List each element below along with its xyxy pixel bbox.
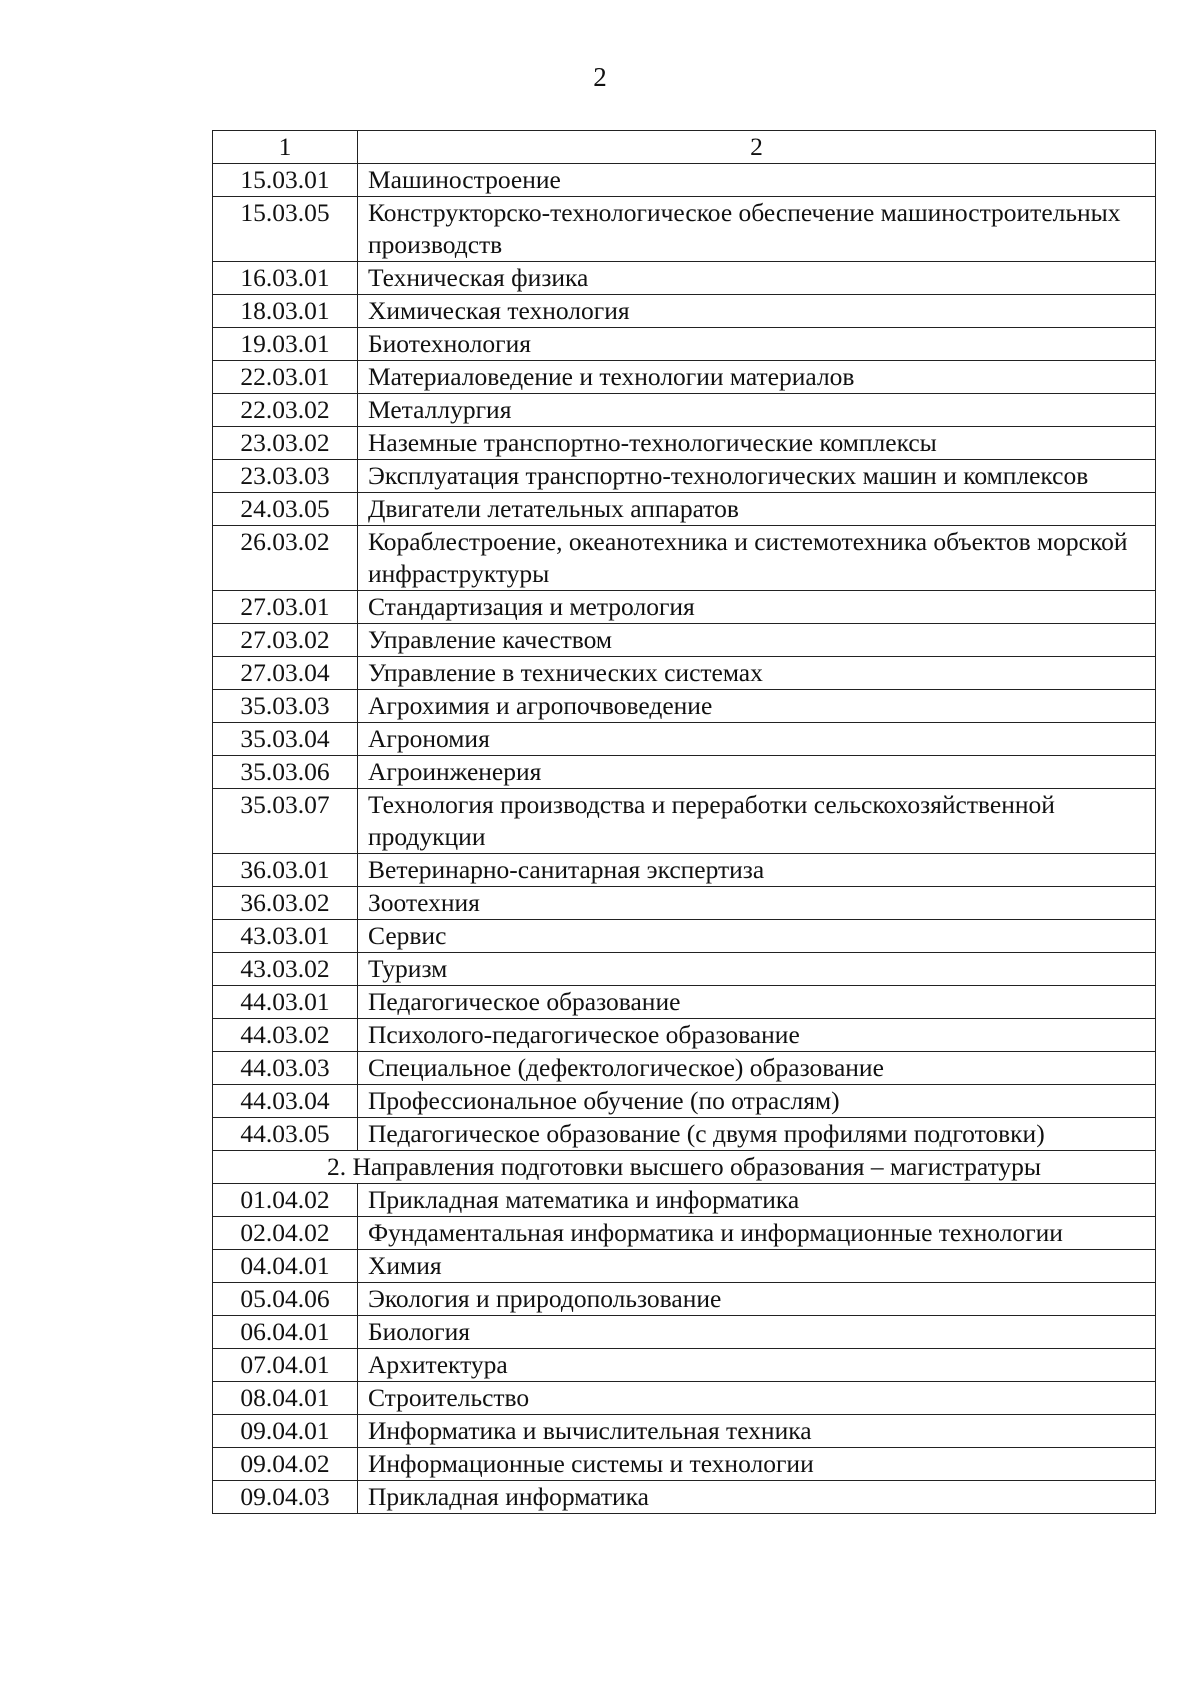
table-row [213, 1250, 1156, 1283]
specialties-table [212, 130, 1156, 1514]
row-code: 05.04.06 [213, 1283, 358, 1316]
row-code: 18.03.01 [213, 295, 358, 328]
row-name: Агрохимия и агропочвоведение [358, 690, 1156, 723]
row-name: Химия [358, 1250, 1156, 1283]
table-row [213, 1118, 1156, 1151]
row-code: 44.03.01 [213, 986, 358, 1019]
header-col-2: 2 [358, 131, 1156, 164]
table-row [213, 1481, 1156, 1514]
table-row [213, 460, 1156, 493]
table-row [213, 657, 1156, 690]
row-name: Управление в технических системах [358, 657, 1156, 690]
table-row [213, 394, 1156, 427]
table-row [213, 1283, 1156, 1316]
row-name: Строительство [358, 1382, 1156, 1415]
row-name: Педагогическое образование [358, 986, 1156, 1019]
table-row [213, 953, 1156, 986]
row-name: Управление качеством [358, 624, 1156, 657]
row-name: Прикладная информатика [358, 1481, 1156, 1514]
table-row [213, 1052, 1156, 1085]
table-row [213, 493, 1156, 526]
table-row [213, 920, 1156, 953]
row-name: Информационные системы и технологии [358, 1448, 1156, 1481]
row-code: 22.03.02 [213, 394, 358, 427]
row-code: 09.04.02 [213, 1448, 358, 1481]
table-row [213, 1184, 1156, 1217]
row-name: Педагогическое образование (с двумя профилями подготовки) [358, 1118, 1156, 1151]
table-row [213, 624, 1156, 657]
row-code: 35.03.07 [213, 789, 358, 854]
row-code: 01.04.02 [213, 1184, 358, 1217]
table-row [213, 789, 1156, 854]
table-row [213, 1316, 1156, 1349]
row-code: 36.03.02 [213, 887, 358, 920]
section-2-title: 2. Направления подготовки высшего образования – магистратуры [213, 1151, 1156, 1184]
row-name: Химическая технология [358, 295, 1156, 328]
row-name: Специальное (дефектологическое) образование [358, 1052, 1156, 1085]
row-code: 22.03.01 [213, 361, 358, 394]
table-row [213, 854, 1156, 887]
row-code: 27.03.04 [213, 657, 358, 690]
row-name: Конструкторско-технологическое обеспечение машиностроительных производств [358, 197, 1156, 262]
row-name: Фундаментальная информатика и информационные технологии [358, 1217, 1156, 1250]
table-row [213, 1217, 1156, 1250]
row-name: Туризм [358, 953, 1156, 986]
table-row [213, 1382, 1156, 1415]
row-code: 36.03.01 [213, 854, 358, 887]
table-row [213, 328, 1156, 361]
row-code: 44.03.04 [213, 1085, 358, 1118]
row-code: 24.03.05 [213, 493, 358, 526]
table-row [213, 591, 1156, 624]
row-code: 44.03.05 [213, 1118, 358, 1151]
table-body [213, 131, 1156, 1514]
table-row [213, 887, 1156, 920]
table-row [213, 262, 1156, 295]
row-name: Биотехнология [358, 328, 1156, 361]
row-name: Агрономия [358, 723, 1156, 756]
row-name: Информатика и вычислительная техника [358, 1415, 1156, 1448]
row-name: Технология производства и переработки сельскохозяйственной продукции [358, 789, 1156, 854]
row-name: Металлургия [358, 394, 1156, 427]
row-name: Зоотехния [358, 887, 1156, 920]
row-name: Ветеринарно-санитарная экспертиза [358, 854, 1156, 887]
row-code: 43.03.02 [213, 953, 358, 986]
table-row [213, 361, 1156, 394]
table-row [213, 1019, 1156, 1052]
row-name: Профессиональное обучение (по отраслям) [358, 1085, 1156, 1118]
row-name: Биология [358, 1316, 1156, 1349]
table-row [213, 1415, 1156, 1448]
table-row [213, 1448, 1156, 1481]
table-row [213, 164, 1156, 197]
row-code: 23.03.03 [213, 460, 358, 493]
row-code: 26.03.02 [213, 526, 358, 591]
table-row [213, 723, 1156, 756]
row-name: Техническая физика [358, 262, 1156, 295]
table-row [213, 1349, 1156, 1382]
table-row [213, 756, 1156, 789]
row-code: 07.04.01 [213, 1349, 358, 1382]
row-name: Эксплуатация транспортно-технологических машин и комплексов [358, 460, 1156, 493]
row-name: Материаловедение и технологии материалов [358, 361, 1156, 394]
row-name: Экология и природопользование [358, 1283, 1156, 1316]
row-code: 44.03.02 [213, 1019, 358, 1052]
row-name: Агроинженерия [358, 756, 1156, 789]
table-row [213, 197, 1156, 262]
table-row [213, 526, 1156, 591]
row-code: 15.03.05 [213, 197, 358, 262]
row-code: 08.04.01 [213, 1382, 358, 1415]
row-code: 35.03.04 [213, 723, 358, 756]
row-code: 06.04.01 [213, 1316, 358, 1349]
row-name: Кораблестроение, океанотехника и системотехника объектов морской инфраструктуры [358, 526, 1156, 591]
table-header-row [213, 131, 1156, 164]
row-name: Прикладная математика и информатика [358, 1184, 1156, 1217]
row-code: 35.03.03 [213, 690, 358, 723]
row-code: 09.04.01 [213, 1415, 358, 1448]
row-code: 44.03.03 [213, 1052, 358, 1085]
header-col-1: 1 [213, 131, 358, 164]
row-name: Двигатели летательных аппаратов [358, 493, 1156, 526]
row-code: 27.03.01 [213, 591, 358, 624]
table-row [213, 690, 1156, 723]
section-heading-row [213, 1151, 1156, 1184]
table-row [213, 295, 1156, 328]
row-name: Стандартизация и метрология [358, 591, 1156, 624]
row-name: Наземные транспортно-технологические комплексы [358, 427, 1156, 460]
row-code: 19.03.01 [213, 328, 358, 361]
row-code: 09.04.03 [213, 1481, 358, 1514]
row-name: Машиностроение [358, 164, 1156, 197]
row-code: 15.03.01 [213, 164, 358, 197]
row-code: 23.03.02 [213, 427, 358, 460]
row-code: 16.03.01 [213, 262, 358, 295]
row-code: 27.03.02 [213, 624, 358, 657]
table-row [213, 1085, 1156, 1118]
row-name: Сервис [358, 920, 1156, 953]
row-code: 02.04.02 [213, 1217, 358, 1250]
row-code: 04.04.01 [213, 1250, 358, 1283]
row-code: 43.03.01 [213, 920, 358, 953]
row-name: Психолого-педагогическое образование [358, 1019, 1156, 1052]
page-number: 2 [593, 62, 607, 92]
table-row [213, 986, 1156, 1019]
row-name: Архитектура [358, 1349, 1156, 1382]
table-row [213, 427, 1156, 460]
row-code: 35.03.06 [213, 756, 358, 789]
